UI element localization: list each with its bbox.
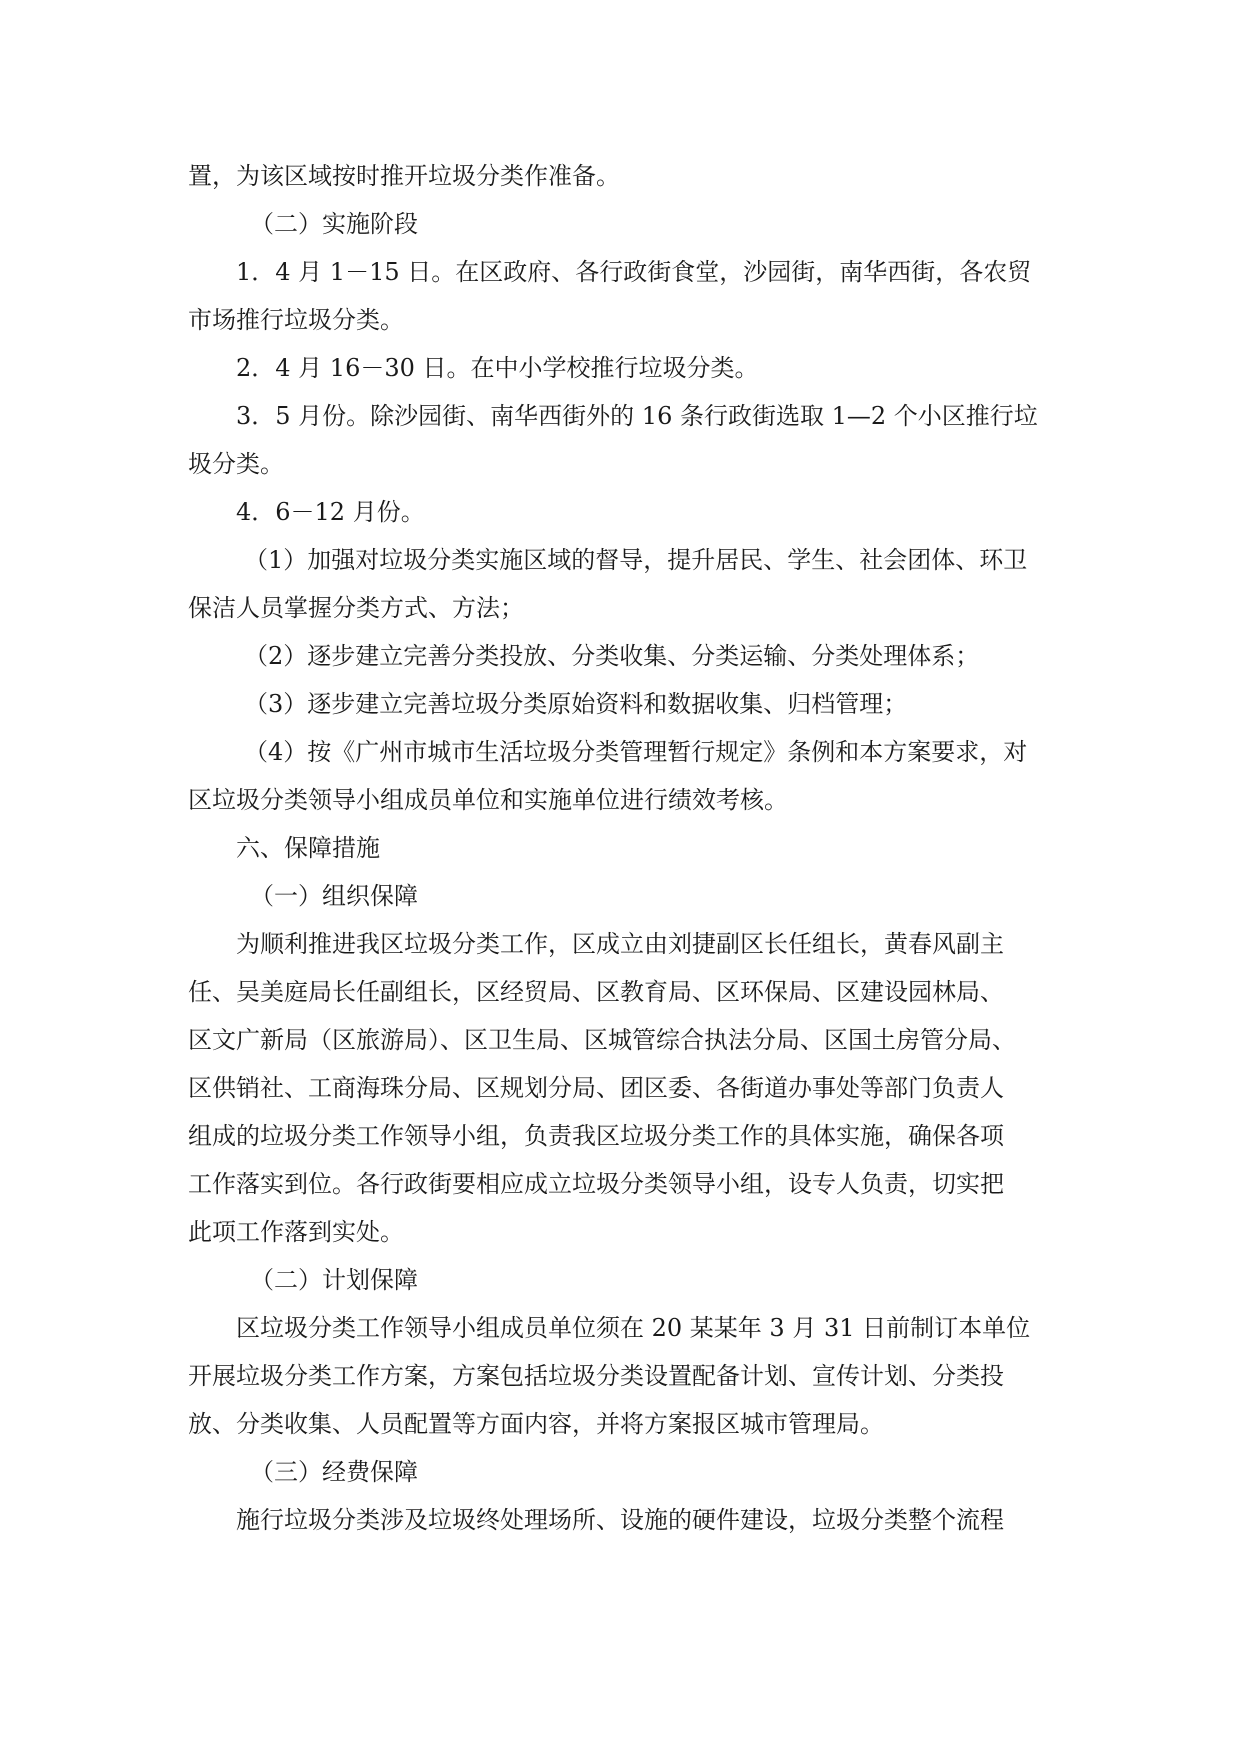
text-line: 开展垃圾分类工作方案，方案包括垃圾分类设置配备计划、宣传计划、分类投: [188, 1362, 1004, 1390]
text-line: 放、分类收集、人员配置等方面内容，并将方案报区城市管理局。: [188, 1410, 884, 1438]
text-line: 保洁人员掌握分类方式、方法；: [188, 594, 524, 622]
text-line: 3．5 月份。除沙园街、南华西街外的 16 条行政街选取 1—2 个小区推行垃: [236, 402, 1038, 430]
subheading-funding: （三）经费保障: [250, 1458, 418, 1486]
text-line: （4）按《广州市城市生活垃圾分类管理暂行规定》条例和本方案要求，对: [244, 738, 1028, 766]
text-line: （1）加强对垃圾分类实施区域的督导，提升居民、学生、社会团体、环卫: [244, 546, 1028, 574]
text-line: （2）逐步建立完善分类投放、分类收集、分类运输、分类处理体系；: [244, 642, 980, 670]
text-line: 工作落实到位。各行政街要相应成立垃圾分类领导小组，设专人负责，切实把: [188, 1170, 1004, 1198]
text-line: 4．6－12 月份。: [236, 498, 425, 526]
document-body: [188, 152, 1060, 1544]
text-line: 为顺利推进我区垃圾分类工作，区成立由刘捷副区长任组长，黄春风副主: [236, 930, 1004, 958]
text-line: 区垃圾分类领导小组成员单位和实施单位进行绩效考核。: [188, 786, 788, 814]
text-line: 组成的垃圾分类工作领导小组，负责我区垃圾分类工作的具体实施，确保各项: [188, 1122, 1004, 1150]
text-line: 区供销社、工商海珠分局、区规划分局、团区委、各街道办事处等部门负责人: [188, 1074, 1004, 1102]
text-line: （3）逐步建立完善垃圾分类原始资料和数据收集、归档管理；: [244, 690, 908, 718]
text-line: 1．4 月 1－15 日。在区政府、各行政街食堂，沙园街，南华西街，各农贸: [236, 258, 1032, 286]
text-line: 区垃圾分类工作领导小组成员单位须在 20 某某年 3 月 31 日前制订本单位: [236, 1314, 1031, 1342]
text-line: 2．4 月 16－30 日。在中小学校推行垃圾分类。: [236, 354, 759, 382]
text-line: 任、吴美庭局长任副组长，区经贸局、区教育局、区环保局、区建设园林局、: [188, 978, 1004, 1006]
text-line: 区文广新局（区旅游局）、区卫生局、区城管综合执法分局、区国土房管分局、: [188, 1026, 1016, 1054]
text-line: 此项工作落到实处。: [188, 1218, 404, 1246]
text-line: 圾分类。: [188, 450, 284, 478]
text-line: 置，为该区域按时推开垃圾分类作准备。: [188, 162, 620, 190]
subheading-implementation-stage: （二）实施阶段: [250, 210, 418, 238]
subheading-planning: （二）计划保障: [250, 1266, 418, 1294]
text-line: 施行垃圾分类涉及垃圾终处理场所、设施的硬件建设，垃圾分类整个流程: [236, 1506, 1004, 1534]
text-line: 市场推行垃圾分类。: [188, 306, 404, 334]
section-heading-safeguards: 六、保障措施: [236, 834, 380, 862]
subheading-organization: （一）组织保障: [250, 882, 418, 910]
